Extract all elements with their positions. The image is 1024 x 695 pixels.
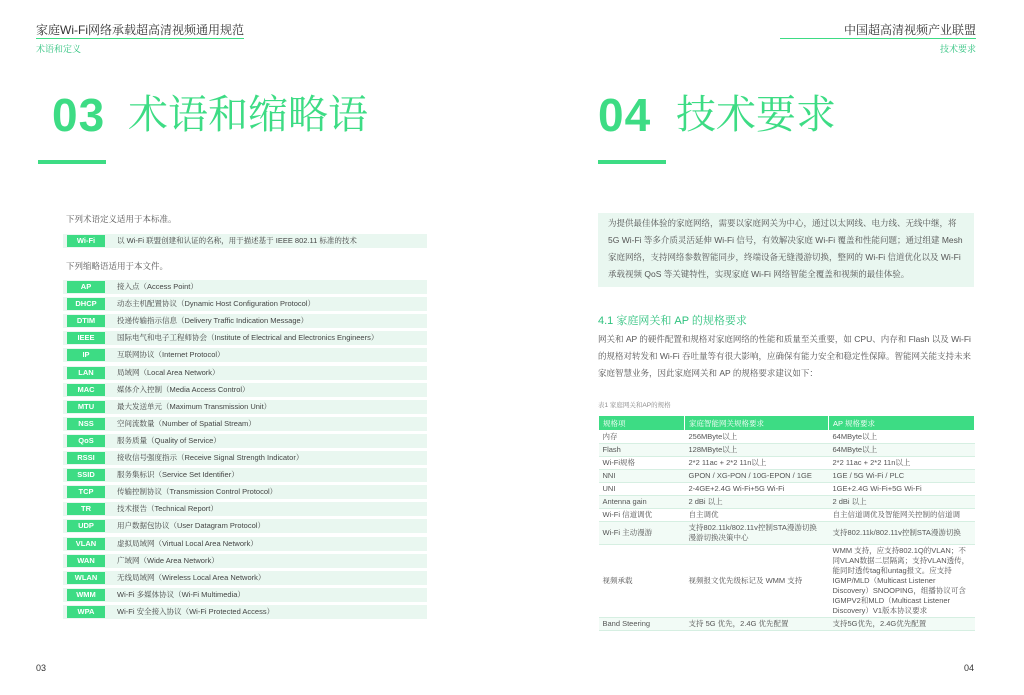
table-row — [599, 496, 975, 509]
table-cell: Wi-Fi 主动漫游 — [599, 522, 685, 545]
abbreviation-label: NSS — [67, 418, 105, 430]
left-header-sub: 术语和定义 — [36, 44, 82, 54]
section-body: 网关和 AP 的硬件配置和规格对家庭网络的性能和质量至关重要，如 CPU、内存和 Flash 以及 Wi-Fi 的规格对转发和 Wi-Fi 吞吐量等有很大影响，应确保有能力安全和稳定性保障。智能网关能支持未来家庭智慧业务，因此家庭网关和 AP 的规格要求建议如下： — [598, 334, 972, 378]
right-page-number: 04 — [963, 663, 974, 673]
chapter-accent-bar — [38, 160, 106, 164]
abbreviation-row — [63, 605, 427, 619]
definition-row — [63, 234, 427, 248]
abbreviation-row — [63, 331, 427, 345]
table-cell: 2*2 11ac + 2*2 11n以上 — [685, 457, 829, 470]
table-cell: 128MByte以上 — [685, 444, 829, 457]
chapter-number-right: 04 — [598, 89, 652, 141]
term-abbr: Wi-Fi — [67, 235, 105, 247]
summary-text: 为提供最佳体验的家庭网络，需要以家庭网关为中心，通过以太网线、电力线、无线中继，将 5G Wi-Fi 等多介质灵活延伸 Wi-Fi 信号，有效解决家庭 Wi-Fi 覆盖和性能问题；通过组建 Mesh 家庭网络，支持网络参数智能同步，终端设备无缝漫游切换，整网的 Wi-Fi 信道优化以及 Wi-Fi 承载视频 QoS 等关键特性，实现家庭 Wi-Fi 网络智能全覆盖和视频的最佳体验。 — [608, 218, 963, 279]
abbreviation-definition: 接入点（Access Point） — [117, 282, 198, 291]
abbreviation-label: QoS — [67, 435, 105, 447]
table-cell: 2 dBi 以上 — [829, 496, 975, 509]
abbreviation-definition: 传输控制协议（Transmission Control Protocol） — [117, 487, 278, 497]
abbreviation-definition: 服务集标识（Service Set Identifier） — [117, 470, 239, 480]
table-row — [599, 444, 975, 457]
abbreviation-label: MTU — [67, 401, 105, 413]
abbreviation-label: DHCP — [67, 298, 105, 310]
left-header-rule — [36, 38, 244, 39]
chapter-number: 03 — [52, 89, 106, 141]
summary-box — [598, 213, 974, 287]
abbreviation-row — [63, 588, 427, 602]
table-cell: 1GE+2.4G Wi-Fi+5G Wi-Fi — [829, 483, 975, 496]
abbreviation-definition: 动态主机配置协议（Dynamic Host Configuration Protocol） — [117, 299, 315, 309]
abbreviation-row — [63, 366, 427, 380]
table-cell: 256MByte以上 — [685, 431, 829, 444]
abbreviation-row — [63, 400, 427, 414]
abbreviation-definition: 最大发送单元（Maximum Transmission Unit） — [117, 401, 272, 411]
table-header-cell: 家庭智能网关规格要求 — [685, 416, 829, 431]
abbreviation-label: IP — [67, 349, 105, 361]
abbreviation-row — [63, 502, 427, 516]
table-row — [599, 509, 975, 522]
abbreviation-definition: Wi-Fi 多媒体协议（Wi-Fi Multimedia） — [117, 589, 245, 599]
table-row — [599, 431, 975, 444]
abbreviation-definition: 服务质量（Quality of Service） — [117, 435, 221, 445]
table-row — [599, 545, 975, 618]
abbreviation-row — [63, 519, 427, 533]
abbreviation-label: WAN — [67, 555, 105, 567]
table-cell: 视频报文优先级标记及 WMM 支持 — [685, 545, 829, 618]
abbreviation-label: MAC — [67, 384, 105, 396]
abbreviation-row — [63, 434, 427, 448]
abbreviation-definition: 空间流数量（Number of Spatial Stream） — [117, 418, 256, 428]
abbreviation-row — [63, 468, 427, 482]
table-row — [599, 483, 975, 496]
table-cell: Wi-Fi规格 — [599, 457, 685, 470]
abbreviation-label: WLAN — [67, 572, 105, 584]
table-cell: 1GE / 5G Wi-Fi / PLC — [829, 470, 975, 483]
table-row — [599, 618, 975, 631]
table-cell: NNI — [599, 470, 685, 483]
abbreviation-label: TCP — [67, 486, 105, 498]
table-cell: 2-4GE+2.4G Wi-Fi+5G Wi-Fi — [685, 483, 829, 496]
left-header-title: 家庭Wi-Fi网络承载超高清视频通用规范 — [36, 23, 244, 37]
table-cell: 64MByte以上 — [829, 444, 975, 457]
table-cell: 自主信道调优及智能网关控制的信道调 — [829, 509, 975, 522]
table-cell: GPON / XG-PON / 10G-EPON / 1GE — [685, 470, 829, 483]
table-cell: 2 dBi 以上 — [685, 496, 829, 509]
abbreviation-definition: 接收信号强度指示（Receive Signal Strength Indicator） — [117, 453, 304, 462]
chapter-title-right: 技术要求 — [676, 93, 836, 137]
table-row — [599, 522, 975, 545]
table-header-cell: AP 规格要求 — [829, 416, 975, 431]
abbreviation-row — [63, 451, 427, 465]
table-cell: 支持 5G 优先，2.4G 优先配置 — [685, 618, 829, 631]
table-cell: 64MByte以上 — [829, 431, 975, 444]
abbreviation-label: VLAN — [67, 538, 105, 550]
abbreviation-label: LAN — [67, 367, 105, 379]
table-cell: 2*2 11ac + 2*2 11n以上 — [829, 457, 975, 470]
abbreviation-definition: 虚拟局域网（Virtual Local Area Network） — [117, 538, 258, 548]
table-row — [599, 457, 975, 470]
abbreviation-definition: 广域网（Wide Area Network） — [117, 555, 219, 565]
abbreviation-label: WPA — [67, 606, 105, 618]
abbreviation-row — [63, 383, 427, 397]
abbreviation-row — [63, 314, 427, 328]
table-cell: Wi-Fi 信道调优 — [599, 509, 685, 522]
abbreviation-label: DTIM — [67, 315, 105, 327]
intro-abbreviations: 下列缩略语适用于本文件。 — [66, 261, 169, 271]
table-cell: Band Steering — [599, 618, 685, 631]
table-cell: WMM 支持，应支持802.1Q的VLAN；不同VLAN数据二层隔离；支持VLAN透传，能同时透传tag和untag报文。应支持IGMP/MLD（Multicast Listener Discovery）SNOOPING，组播协议可含IGMPV2和MLD（Multicast Listener Discovery）V1版本协议要求 — [829, 545, 975, 618]
abbreviation-row — [63, 297, 427, 311]
abbreviation-definition: 投递传输指示信息（Delivery Traffic Indication Message） — [117, 316, 309, 326]
abbreviation-definition: Wi-Fi 安全接入协议（Wi-Fi Protected Access） — [117, 606, 275, 616]
abbreviation-label: TR — [67, 503, 105, 515]
abbreviation-label: SSID — [67, 469, 105, 481]
spec-table — [598, 415, 975, 631]
table-header-cell: 规格项 — [599, 416, 685, 431]
abbreviation-row — [63, 280, 427, 294]
table-cell: 支持802.11k/802.11v控制STA漫游切换 — [829, 522, 975, 545]
chapter-accent-bar-right — [598, 160, 666, 164]
section-title: 4.1 家庭网关和 AP 的规格要求 — [598, 315, 747, 327]
right-header-rule — [780, 38, 976, 39]
table-row — [599, 470, 975, 483]
abbreviation-row — [63, 417, 427, 431]
right-header-title: 中国超高清视频产业联盟 — [843, 23, 976, 37]
table-cell: 视频承载 — [599, 545, 685, 618]
table-cell: Antenna gain — [599, 496, 685, 509]
table-cell: UNI — [599, 483, 685, 496]
abbreviation-definition: 媒体介入控制（Media Access Control） — [117, 384, 250, 394]
abbreviation-definition: 用户数据包协议（User Datagram Protocol） — [117, 521, 265, 531]
abbreviation-row — [63, 554, 427, 568]
abbreviation-row — [63, 537, 427, 551]
abbreviation-definition: 局域网（Local Area Network） — [117, 367, 220, 377]
abbreviation-definition: 国际电气和电子工程师协会（Institute of Electrical and Electronics Engineers） — [117, 333, 379, 343]
table-cell: Flash — [599, 444, 685, 457]
right-header-sub: 技术要求 — [939, 44, 976, 54]
abbreviation-row — [63, 348, 427, 362]
abbreviation-row — [63, 571, 427, 585]
abbreviation-label: AP — [67, 281, 105, 293]
abbreviation-label: RSSI — [67, 452, 105, 464]
abbreviation-definition: 技术报告（Technical Report） — [117, 504, 218, 514]
left-page-number: 03 — [36, 663, 47, 673]
chapter-title: 术语和缩略语 — [128, 93, 368, 137]
abbreviation-row — [63, 485, 427, 499]
table-header-row — [599, 416, 975, 431]
table-caption: 表1 家庭网关和AP的规格 — [598, 402, 671, 409]
table-cell: 自主调优 — [685, 509, 829, 522]
abbreviation-label: WMM — [67, 589, 105, 601]
intro-definitions: 下列术语定义适用于本标准。 — [66, 214, 177, 224]
abbreviation-label: IEEE — [67, 332, 105, 344]
abbreviation-label: UDP — [67, 520, 105, 532]
table-cell: 支持5G优先，2.4G优先配置 — [829, 618, 975, 631]
table-cell: 支持802.11k/802.11v控制STA漫游切换 漫游切换决策中心 — [685, 522, 829, 545]
abbreviation-definition: 无线局域网（Wireless Local Area Network） — [117, 572, 266, 582]
term-definition: 以 Wi-Fi 联盟创建和认证的名称，用于描述基于 IEEE 802.11 标准的技术 — [117, 236, 357, 245]
table-cell: 内存 — [599, 431, 685, 444]
abbreviation-definition: 互联网协议（Internet Protocol） — [117, 350, 225, 360]
